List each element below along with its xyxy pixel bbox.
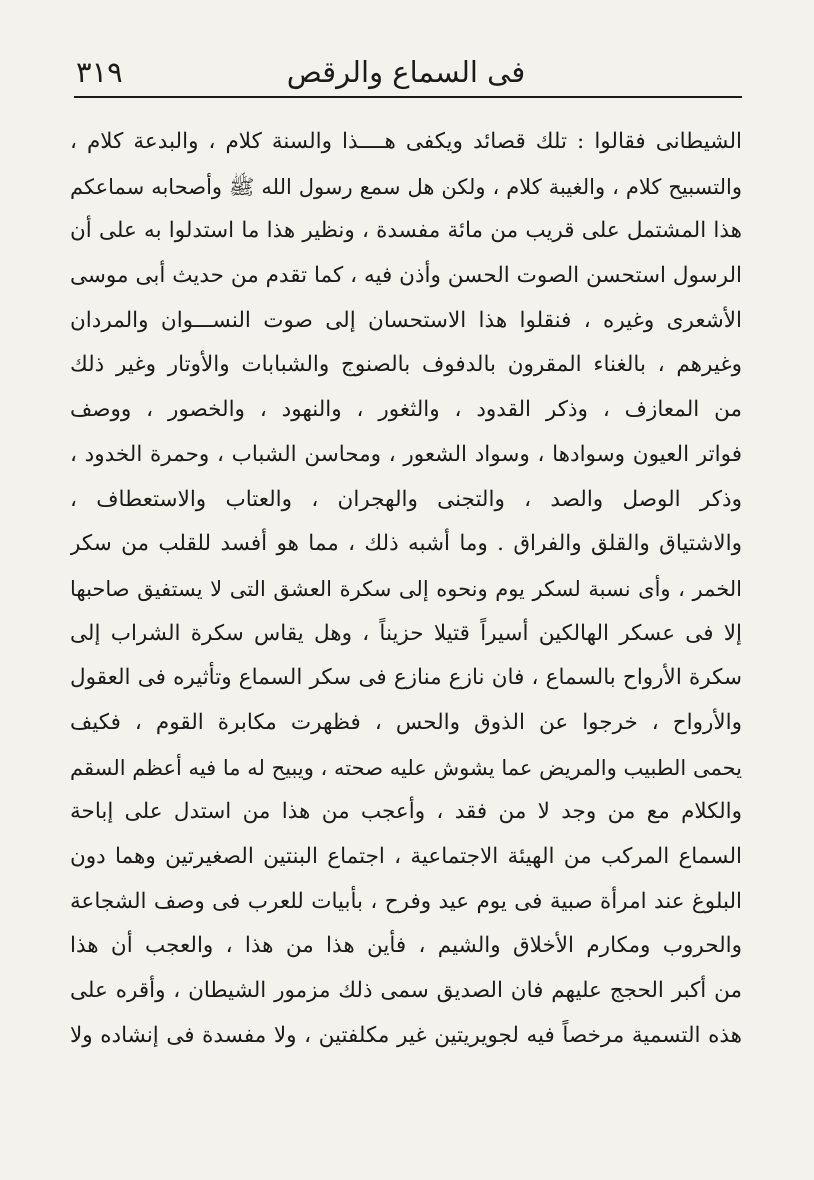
text-line: من أكبر الحجج عليهم فان الصديق سمى ذلك مزمور الشيطان ، وأقره على xyxy=(70,978,742,1004)
text-line: سكرة الأرواح بالسماع ، فان نازع منازع فى سكر السماع وتأثيره فى العقول xyxy=(70,665,742,691)
text-line: الخمر ، وأى نسبة لسكر يوم ونحوه إلى سكرة العشق التى لا يستفيق صاحبها xyxy=(70,576,742,601)
text-line: وذكر الوصل والصد ، والتجنى والهجران ، والعتاب والاستعطاف ، xyxy=(70,486,742,512)
text-line: السماع المركب من الهيئة الاجتماعية ، اجتماع البنتين الصغيرتين وهما دون xyxy=(70,844,742,869)
text-line: هذه التسمية مرخصاً فيه لجويريتين غير مكلفتين ، ولا مفسدة فى إنشاده ولا xyxy=(70,1022,742,1048)
text-line: يحمى الطبيب والمريض عما يشوش عليه صحته ، ويبيح له ما فيه أعظم السقم xyxy=(70,755,742,780)
page-header xyxy=(70,40,742,100)
text-line: الشيطانى فقالوا : تلك قصائد ويكفى هــــذا والسنة كلام ، والبدعة كلام ، xyxy=(70,129,742,154)
book-page xyxy=(70,40,742,1120)
text-line: البلوغ عند امرأة صبية فى يوم عيد وفرح ، بأبيات للعرب فى وصف الشجاعة xyxy=(70,888,742,914)
text-line: والكلام مع من وجد لا من فقد ، وأعجب من هذا من استدل على إباحة xyxy=(70,799,742,825)
header-rule xyxy=(74,96,742,98)
text-line: وغيرهم ، بالغناء المقرون بالدفوف بالصنوج والشبابات والأوتار وغير ذلك xyxy=(70,352,742,378)
text-line: من المعازف ، وذكر القدود ، والثغور ، والنهود ، والخصور ، ووصف xyxy=(70,397,742,423)
body-text xyxy=(70,120,742,1058)
page-number: ٣١٩ xyxy=(76,55,123,89)
running-title: فى السماع والرقص xyxy=(286,55,526,89)
text-line: فواتر العيون وسوادها ، وسواد الشعور ، ومحاسن الشباب ، وحمرة الخدود ، xyxy=(70,441,742,467)
text-line: والأرواح ، خرجوا عن الذوق والحس ، فظهرت مكابرة القوم ، فكيف xyxy=(70,709,742,735)
text-line: هذا المشتمل على قريب من مائة مفسدة ، ونظير هذا ما استدلوا به على أن xyxy=(70,218,742,244)
text-line: والاشتياق والقلق والفراق . وما أشبه ذلك ، مما هو أفسد للقلب من سكر xyxy=(70,531,742,557)
text-line: الأشعرى وغيره ، فنقلوا هذا الاستحسان إلى صوت النســـوان والمردان xyxy=(70,307,742,333)
text-line: إلا فى عسكر الهالكين أسيراً قتيلا حزيناً ، وهل يقاس سكرة الشراب إلى xyxy=(70,620,742,646)
text-line: والحروب ومكارم الأخلاق والشيم ، فأين هذا من هذا ، والعجب أن هذا xyxy=(70,933,742,959)
text-line: الرسول استحسن الصوت الحسن وأذن فيه ، كما تقدم من حديث أبى موسى xyxy=(70,263,742,289)
text-line: والتسبيح كلام ، والغيبة كلام ، ولكن هل سمع رسول الله ﷺ وأصحابه سماعكم xyxy=(70,174,742,199)
